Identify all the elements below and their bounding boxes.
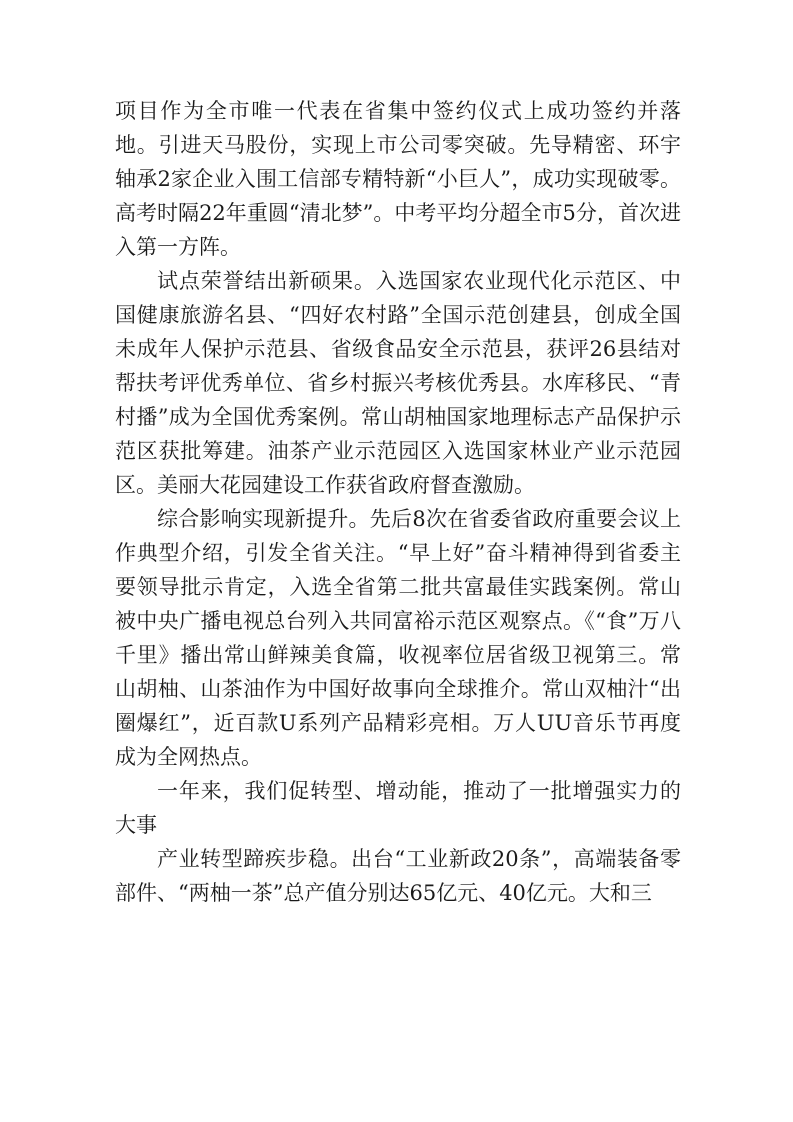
paragraph-continued: 项目作为全市唯一代表在省集中签约仪式上成功签约并落地。引进天马股份，实现上市公司零突破。先导精密、环宇轴承2家企业入围工信部专精特新“小巨人”，成功实现破零。高考时隔22年重圆“清北梦”。中考平均分超全市5分，首次进入第一方阵。 xyxy=(115,99,681,259)
document-body xyxy=(115,94,681,910)
paragraph-section-heading: 一年来，我们促转型、增动能，推动了一批增强实力的大事 xyxy=(115,779,681,837)
paragraph-influence: 综合影响实现新提升。先后8次在省委省政府重要会议上作典型介绍，引发全省关注。“早上好”奋斗精神得到省委主要领导批示肯定，入选全省第二批共富最佳实践案例。常山被中央广播电视总台列入共同富裕示范区观察点。《“食”万八千里》播出常山鲜辣美食篇，收视率位居省级卫视第三。常山胡柚、山茶油作为中国好故事向全球推介。常山双柚汁“出圈爆红”，近百款U系列产品精彩亮相。万人UU音乐节再度成为全网热点。 xyxy=(115,507,681,769)
paragraph-industry-transform: 产业转型蹄疾步稳。出台“工业新政20条”，高端装备零部件、“两柚一茶”总产值分别达65亿元、40亿元。大和三 xyxy=(115,847,681,905)
paragraph-pilot-honors: 试点荣誉结出新硕果。入选国家农业现代化示范区、中国健康旅游名县、“四好农村路”全国示范创建县，创成全国未成年人保护示范县、省级食品安全示范县，获评26县结对帮扶考评优秀单位、省乡村振兴考核优秀县。水库移民、“青村播”成为全国优秀案例。常山胡柚国家地理标志产品保护示范区获批筹建。油茶产业示范园区入选国家林业产业示范园区。美丽大花园建设工作获省政府督查激励。 xyxy=(115,269,681,497)
